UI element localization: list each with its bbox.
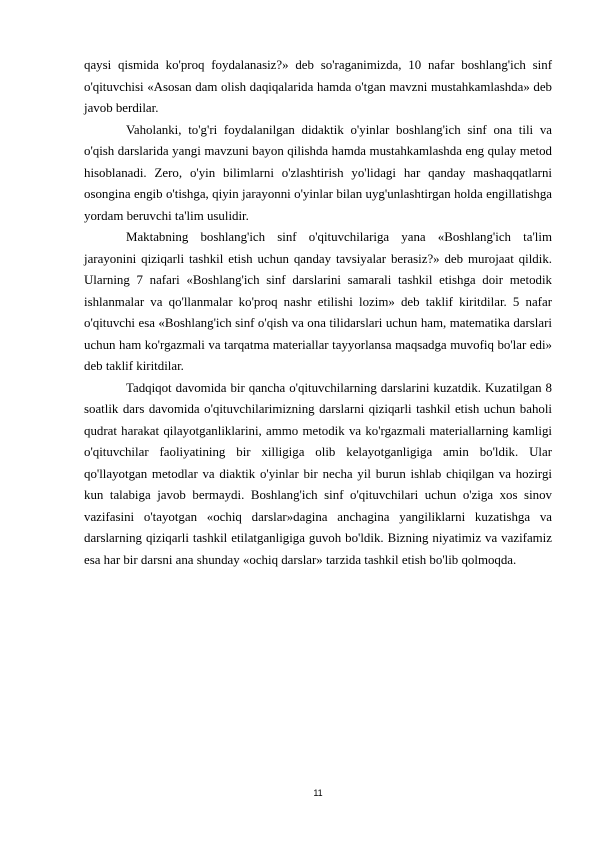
paragraph-1: qaysi qismida ko'proq foydalanasiz?» deb so'raganimizda, 10 nafar boshlang'ich sinf o'qituvchisi «Asosan dam olish daqiqalarida hamda o'tgan mavzni mustahkamlashda» deb javob berdilar.: [84, 58, 552, 115]
paragraph-3: Maktabning boshlang'ich sinf o'qituvchilariga yana «Boshlang'ich ta'lim jarayonini qiziqarli tashkil etish uchun qanday tavsiyalar berasiz?» deb murojaat qildik. Ularning 7 nafari «Boshlang'ich sinf darslarini samarali tashkil etishga doir metodik ishlanmalar va qo'llanmalar ko'proq nashr etilishi lozim» deb taklif kiritdilar. 5 nafar o'qituvchi esa «Boshlang'ich sinf o'qish va ona tilidarslari uchun ham, matematika darslari uchun ham ko'rgazmali va tarqatma materiallar tayyorlansa maqsadga muvofiq bo'lar edi» deb taklif kiritdilar.: [84, 230, 552, 373]
paragraph-4: Tadqiqot davomida bir qancha o'qituvchilarning darslarini kuzatdik. Kuzatilgan 8 soatlik dars davomida o'qituvchilarimizning darslarni qiziqarli tashkil etish uchun baholi qudrat harakat qilayotganliklarini, ammo metodik va ko'rgazmali materiallarning kamligi o'qituvchilar faoliyatining bir xilligiga olib kelayotganligiga amin bo'ldik. Ular qo'llayotgan metodlar va diaktik o'yinlar bir necha yil burun ishlab chiqilgan va hozirgi kun talabiga javob bermaydi. Boshlang'ich sinf o'qituvchilari uchun o'ziga xos sinov vazifasini o'tayotgan «ochiq darslar»dagina anchagina yangiliklarni kuzatishga va darslarning qiziqarli tashkil etilatganligiga guvoh bo'ldik. Bizning niyatimiz va vazifamiz esa har bir darsni ana shunday «ochiq darslar» tarzida tashkil etish bo'lib qolmoqda.: [84, 380, 552, 567]
page-number: 11: [313, 788, 323, 798]
body-text: [84, 55, 552, 571]
paragraph-2: Vaholanki, to'g'ri foydalanilgan didaktik o'yinlar boshlang'ich sinf ona tili va o'qish darslarida yangi mavzuni bayon qilishda hamda mustahkamlashda eng qulay metod hisoblanadi. Zero, o'yin bilimlarni o'zlashtirish yo'lidagi har qanday mashaqqatlarni osongina engib o'tishga, qiyin jarayonni o'yinlar bilan uyg'unlashtirgan holda engillatishga yordam beruvchi ta'lim usulidir.: [84, 122, 552, 223]
